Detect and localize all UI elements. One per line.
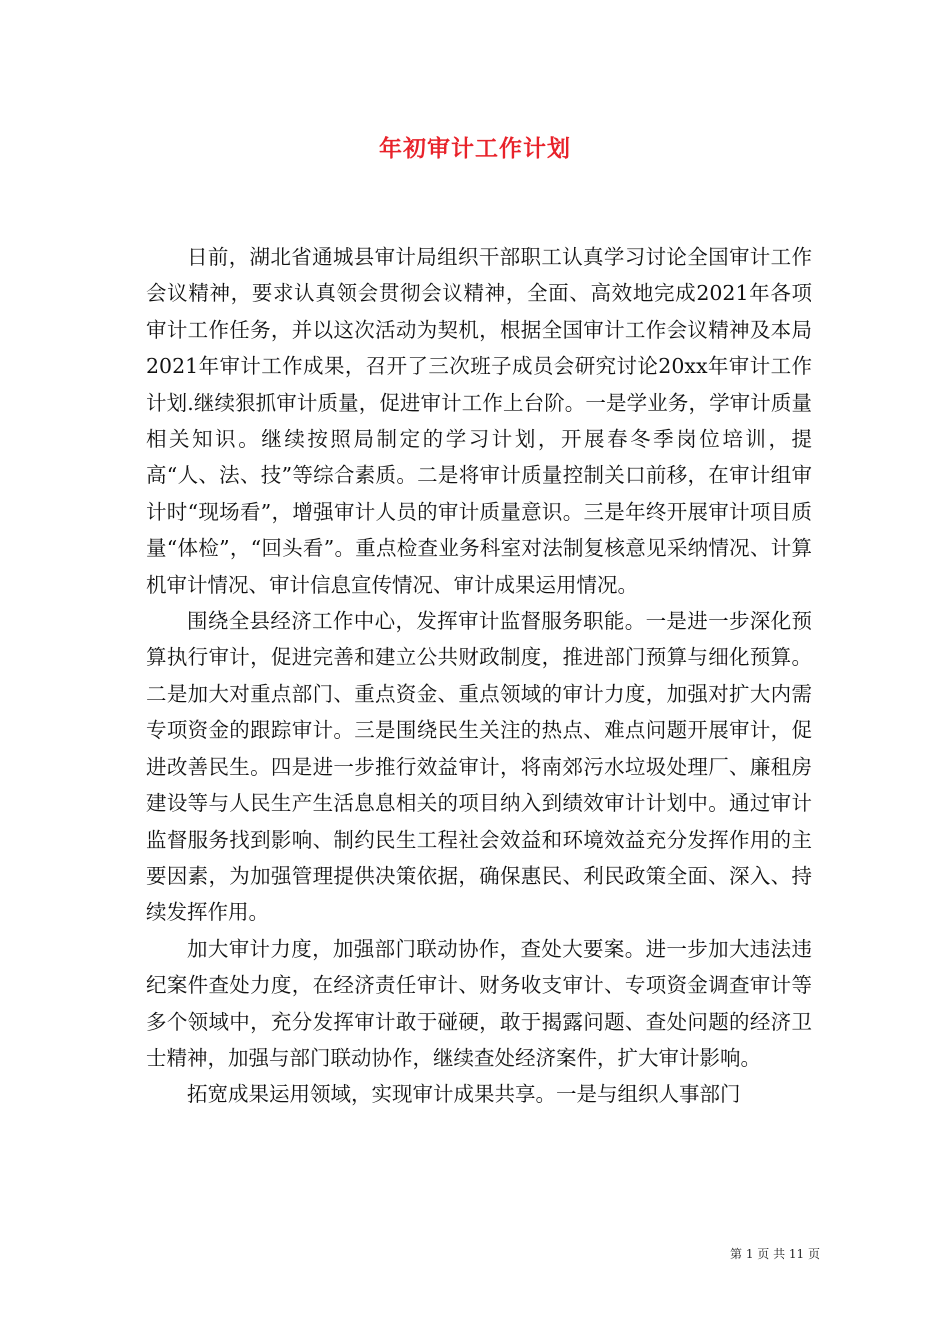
body-paragraph-4: 拓宽成果运用领域，实现审计成果共享。一是与组织人事部门	[187, 1082, 741, 1107]
body-paragraph-2: 围绕全县经济工作中心，发挥审计监督服务职能。一是进一步深化预算执行审计，促进完善和建立公共财政制度，推进部门预算与细化预算。二是加大对重点部门、重点资金、重点领域的审计力度，加强对扩大内需专项资金的跟踪审计。三是围绕民生关注的热点、难点问题开展审计，促进改善民生。四是进一步推行效益审计，将南郊污水垃圾处理厂、廉租房建设等与人民生产生活息息相关的项目纳入到绩效审计计划中。通过审计监督服务找到影响、制约民生工程社会效益和环境效益充分发挥作用的主要因素，为加强管理提供决策依据，确保惠民、利民政策全面、深入、持续发挥作用。	[146, 609, 812, 925]
page-number-footer: 第 1 页 共 11 页	[730, 1247, 820, 1261]
body-paragraph-3: 加大审计力度，加强部门联动协作，查处大要案。进一步加大违法违纪案件查处力度，在经济责任审计、财务收支审计、专项资金调查审计等多个领域中，充分发挥审计敢于碰硬，敢于揭露问题、查处问题的经济卫士精神，加强与部门联动协作，继续查处经济案件，扩大审计影响。	[146, 936, 812, 1070]
document-title: 年初审计工作计划	[379, 135, 571, 162]
document-body	[146, 239, 812, 1113]
body-paragraph-1: 日前，湖北省通城县审计局组织干部职工认真学习讨论全国审计工作会议精神，要求认真领会贯彻会议精神，全面、高效地完成2021年各项审计工作任务，并以这次活动为契机，根据全国审计工作会议精神及本局2021年审计工作成果，召开了三次班子成员会研究讨论20xx年审计工作计划.继续狠抓审计质量，促进审计工作上台阶。一是学业务，学审计质量相关知识。继续按照局制定的学习计划，开展春冬季岗位培训，提高“人、法、技”等综合素质。二是将审计质量控制关口前移，在审计组审计时“现场看”，增强审计人员的审计质量意识。三是年终开展审计项目质量“体检”，“回头看”。重点检查业务科室对法制复核意见采纳情况、计算机审计情况、审计信息宣传情况、审计成果运用情况。	[146, 245, 812, 597]
